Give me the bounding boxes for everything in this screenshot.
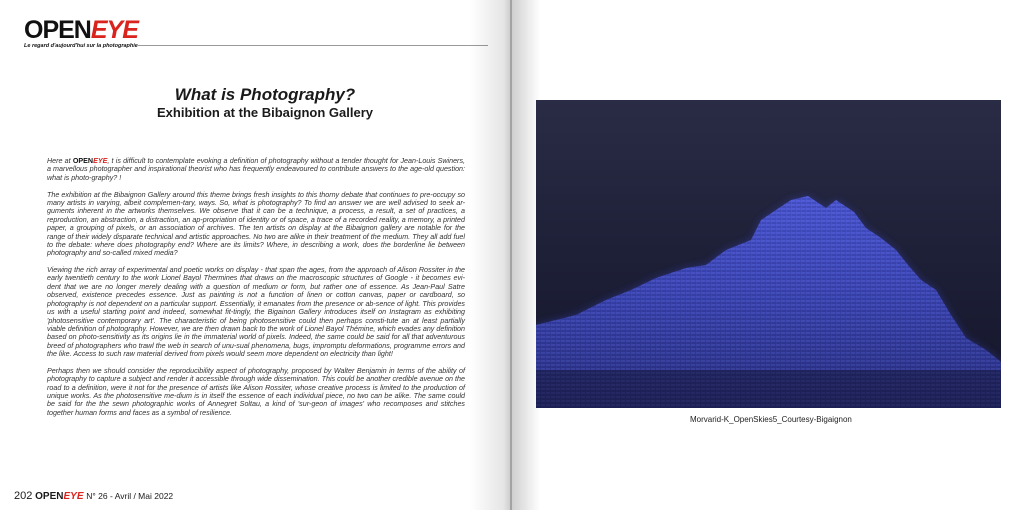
intro-rest: , t is difficult to contemplate evoking a definition of photography without a tender thought for Jean-Louis Swiners, a marvellous photographer and inspirational theorist who has frequently endeavoured to contribute answers to the age-old question: what is photo-graphy? ! bbox=[47, 157, 465, 182]
masthead bbox=[24, 18, 138, 49]
magazine-tagline: Le regard d'aujourd'hui sur la photographie bbox=[24, 43, 138, 49]
intro-prefix: Here at bbox=[47, 157, 73, 165]
body-paragraph: The exhibition at the Bibaignon Gallery around this theme brings fresh insights to this thorny debate that continues to pre-occupy so many artists in varying, albeit complemen-tary, ways. So, what is photography? To find an answer we are well advised to seek ar-guments inherent in the artworks themselves. We observe that it can be a technique, a process, a result, a set of practices, a reproduction, an abstraction, a distraction, an ap-propriation of identity or of space, a trace of a recorded reality, a memory, a printed paper, a grouping of pixels, or an association of archives. The ten artists on display at the Bibaignon gallery are notable for the range of their widely disparate technical and artistic approaches. No two are alike in their treatment of the medium. They all add fuel to the debate: where does photography end? Where are its limits? Where, in describing a work, does the borderline lie between photography and so-called mixed media? bbox=[47, 190, 465, 258]
page-number: 202 bbox=[14, 490, 33, 502]
left-page bbox=[0, 0, 510, 510]
inline-brand-eye: EYE bbox=[93, 157, 108, 165]
footer-brand bbox=[35, 491, 83, 502]
header-rule bbox=[138, 45, 488, 46]
logo-open: OPEN bbox=[24, 16, 91, 44]
footer-brand-eye: EYE bbox=[63, 491, 84, 502]
intro-paragraph bbox=[47, 157, 465, 182]
article-heading bbox=[100, 85, 430, 121]
page-footer bbox=[14, 490, 173, 502]
inline-brand-open: OPEN bbox=[72, 157, 94, 165]
artwork-photo bbox=[536, 100, 1001, 408]
article-title: What is Photography? bbox=[174, 85, 356, 104]
issue-info: N° 26 - Avril / Mai 2022 bbox=[86, 491, 174, 501]
gutter-shadow bbox=[470, 0, 512, 510]
inline-brand bbox=[73, 157, 108, 165]
article-body bbox=[47, 157, 465, 426]
image-caption: Morvarid-K_OpenSkies5_Courtesy-Bigaignon bbox=[690, 415, 852, 424]
body-paragraph: Viewing the rich array of experimental and poetic works on display - that span the ages, from the approach of Alison Rossiter in the early twentieth century to the work Lionel Bayol Thermines that draws on the macroscopic structures of Google - it becomes evi-dent that we are no longer merely dealing with a question of medium or form, but rather one of essence. As Jean-Paul Satre observed, existence precedes essence. Just as painting is not a function of linen or cotton canvas, paper or cardboard, so photography is not dependent on a particular support. Essentially, it emanates from the presence or ab-sence of light. This provides us with a useful starting point and indeed, somewhat fit-tingly, the Bigainon Gallery introduces itself on Instagram as exhibiting 'photosensitive contemporary art'. The characteristic of being photosensitive could then perhaps consti-tute an at least partially viable definition of photography. However, we are then drawn back to the work of Lionel Bayol Thémine, which evades any definition based on photo-sensitivity as its origins lie in the immaterial world of pixels. Indeed, the same could be said for all that adventurous breed of photographers who trawl the web in search of unu-sual phenomena, bugs, impromptu deformations, programme errors and the like. Access to such raw material derived from pixels would seem more dependent on electricity than light! bbox=[47, 266, 465, 359]
body-paragraph: Perhaps then we should consider the reproducibility aspect of photography, proposed by Walter Benjamin in terms of the ability of photography to capture a subject and render it accessible through wide dissemination. This could be another credible avenue on the road to a definition, were it not for the presence of artists like Alison Rossiter, whose creative process is limited to the production of unique works. As the photosensitive me-dium is in itself the essence of each individual piece, no two can be alike. The same could be said for the the sewn photographic works of Annegret Soltau, a kind of 'sur-geon of images' who recomposes and stitches together human forms and faces as a symbol of resilience. bbox=[47, 366, 465, 417]
magazine-logo bbox=[24, 18, 138, 42]
logo-eye: EYE bbox=[90, 16, 138, 44]
footer-brand-open: OPEN bbox=[35, 491, 64, 502]
article-subtitle: Exhibition at the Bibaignon Gallery bbox=[157, 105, 373, 120]
